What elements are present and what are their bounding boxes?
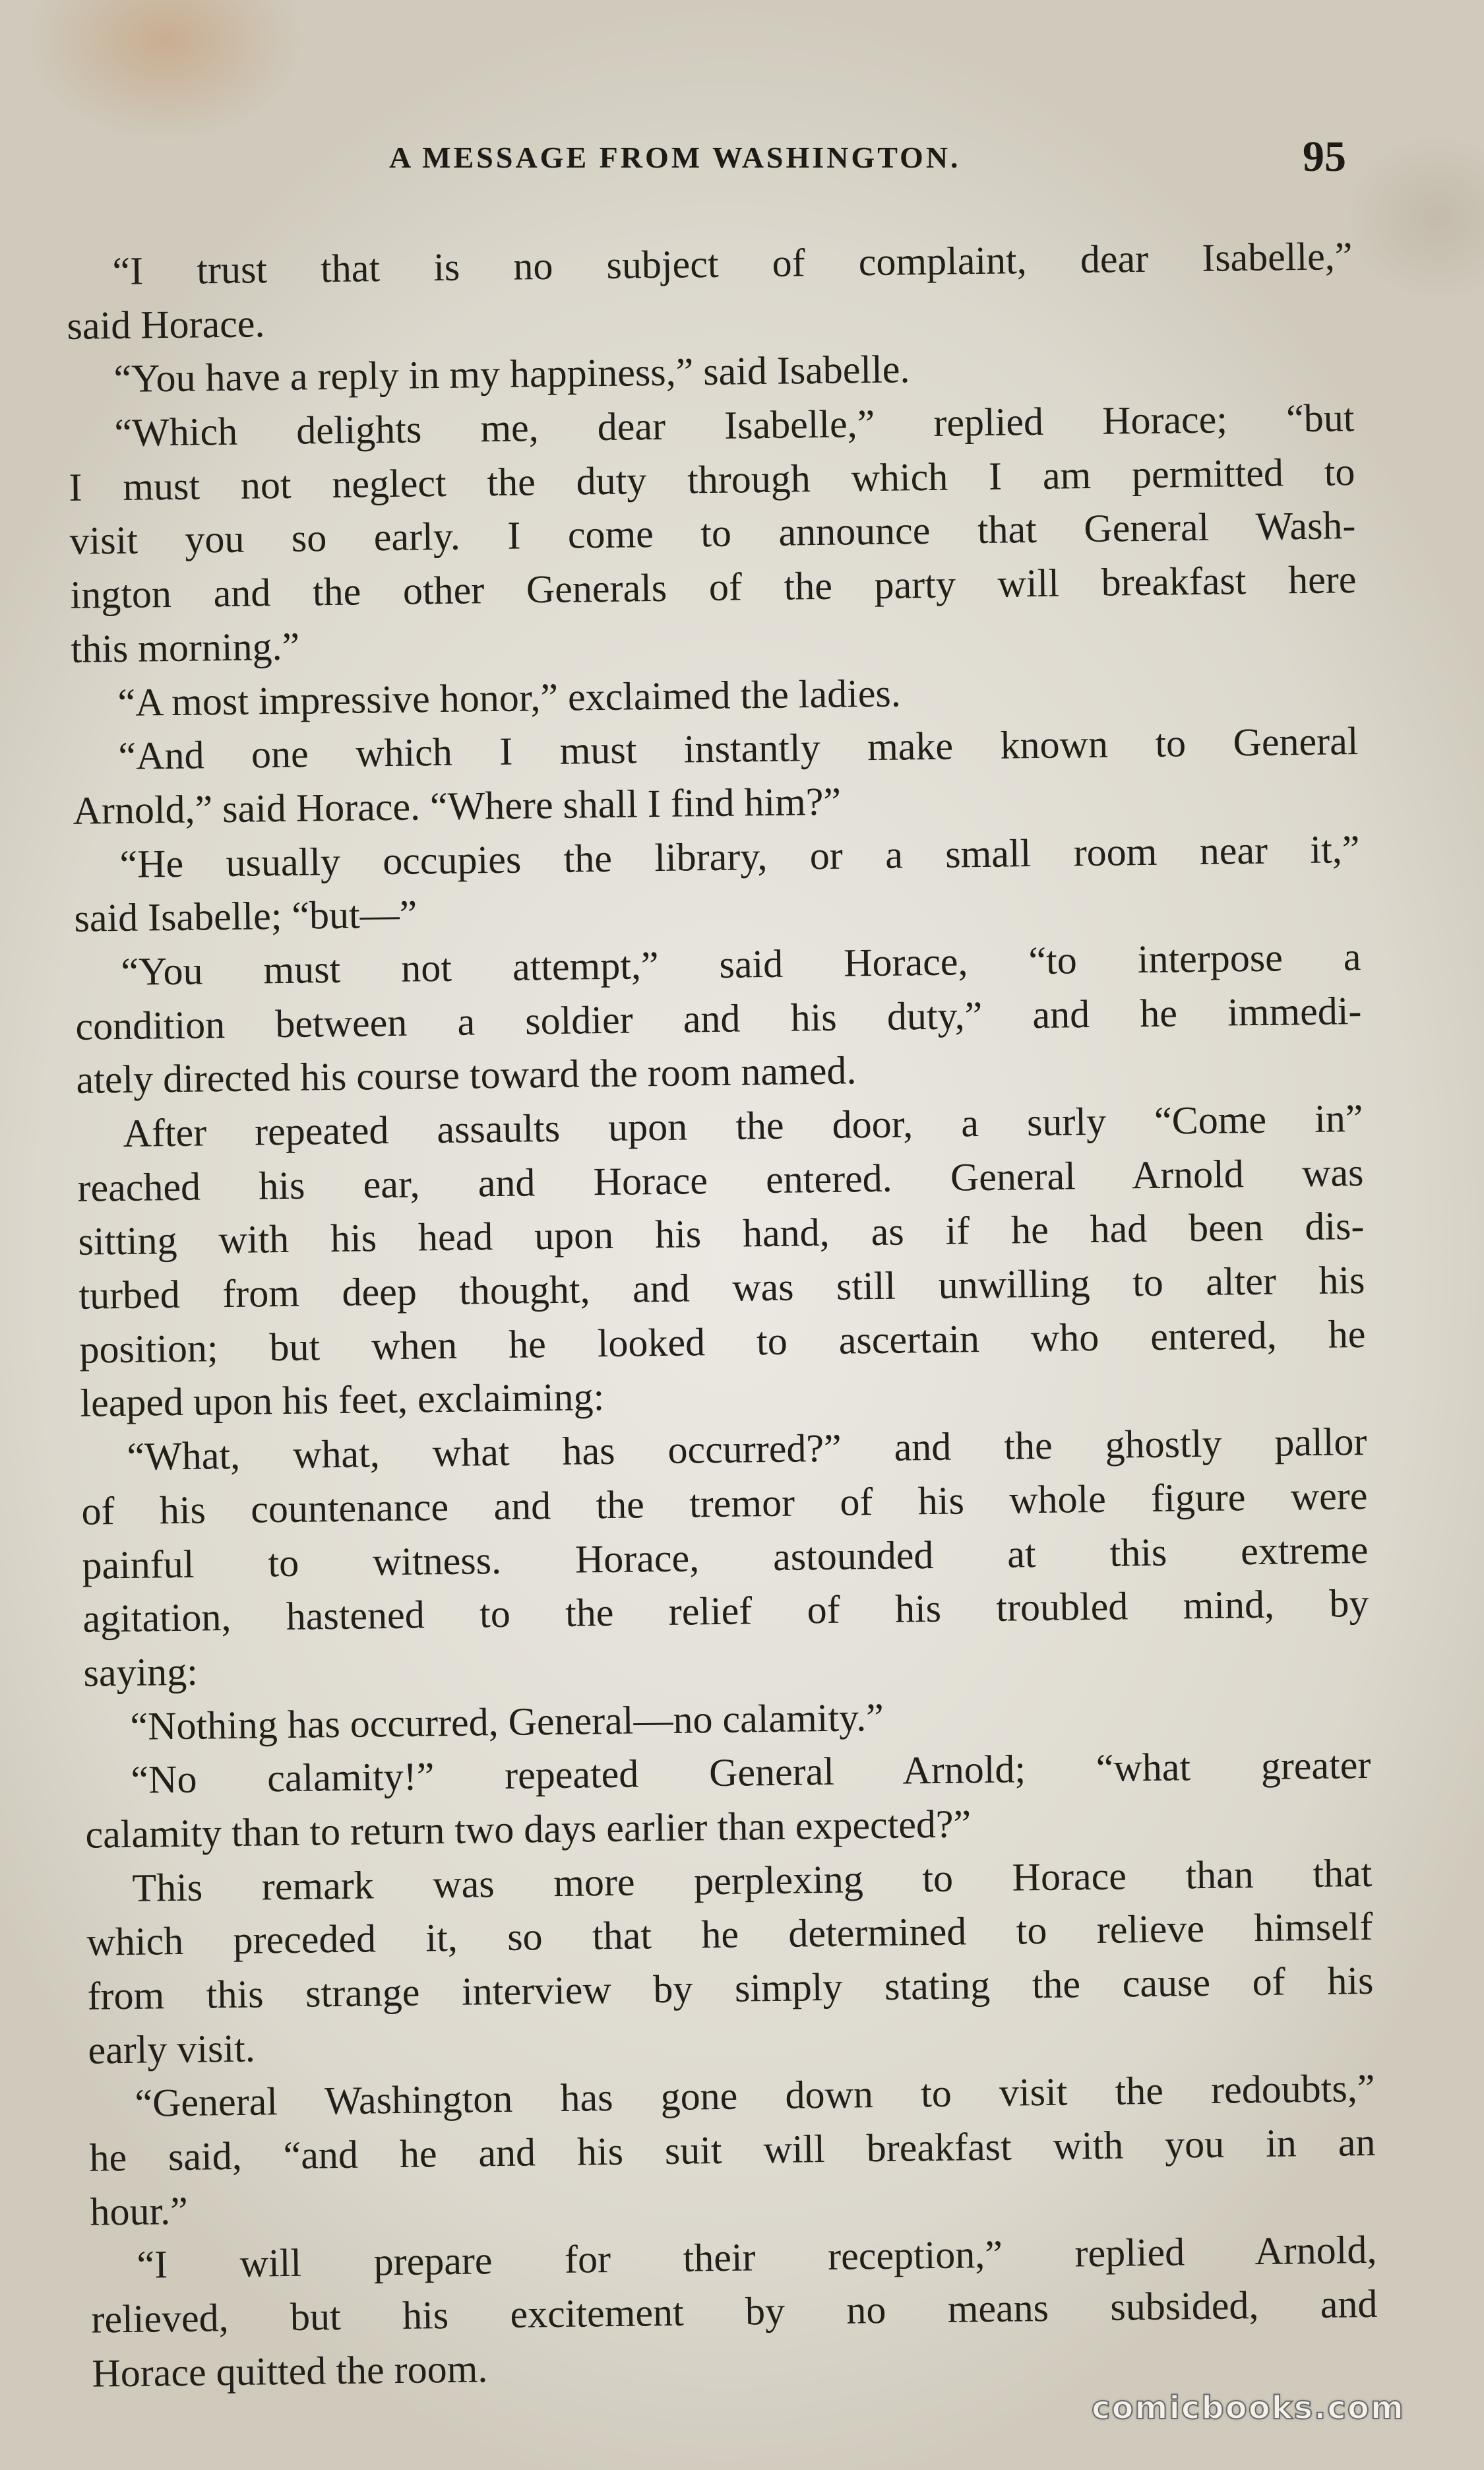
text-line: “I trust that is no subject of complaint, dear Isabelle,” (112, 234, 1353, 294)
text-line: “General Washington has gone down to visit the redoubts,” (135, 2066, 1375, 2126)
text-line: said Isabelle; “but—” (74, 892, 417, 941)
text-line: “You have a reply in my happiness,” said Isabelle. (113, 347, 910, 401)
text-line: “A most impressive honor,” exclaimed the ladies. (117, 671, 902, 724)
text-line: ington and the other Generals of the party will breakfast here (70, 557, 1357, 617)
text-line: relieved, but his excitement by no means subsided, and (91, 2281, 1378, 2341)
page-number: 95 (1303, 133, 1346, 181)
text-line: painful to witness. Horace, astounded at this extreme (82, 1527, 1369, 1587)
body-text (66, 230, 1378, 2401)
text-line: “You must not attempt,” said Horace, “to interpose a (121, 934, 1361, 994)
text-line: said Horace. (67, 301, 265, 348)
text-line: “And one which I must instantly make known to General (118, 719, 1359, 778)
text-line: leaped upon his feet, exclaiming: (80, 1375, 605, 1426)
running-title: A MESSAGE FROM WASHINGTON. (389, 141, 961, 174)
text-line: sitting with his head upon his hand, as if he had been dis- (78, 1204, 1365, 1264)
watermark: comicbooks.com (1092, 2390, 1405, 2426)
text-line: condition between a soldier and his duty,” and he immedi- (75, 988, 1362, 1048)
text-line: “He usually occupies the library, or a small room near it,” (119, 827, 1360, 886)
text-line: reached his ear, and Horace entered. General Arnold was (77, 1150, 1364, 1210)
text-line: “Nothing has occurred, General—no calamity.” (130, 1695, 884, 1748)
text-line: he said, “and he and his suit will breakfast with you in an (89, 2120, 1376, 2180)
text-line: this morning.” (71, 624, 300, 671)
text-line: Arnold,” said Horace. “Where shall I find him?” (73, 779, 842, 833)
text-line: After repeated assaults upon the door, a surly “Come in” (123, 1096, 1363, 1155)
text-line: from this strange interview by simply stating the cause of his (87, 1958, 1374, 2018)
text-line: hour.” (90, 2188, 189, 2234)
text-line: position; but when he looked to ascertain who entered, he (79, 1312, 1366, 1372)
text-line: I must not neglect the duty through which I am permitted to (69, 449, 1355, 509)
text-line: Horace quitted the room. (92, 2347, 488, 2395)
text-line: which preceded it, so that he determined to relieve himself (86, 1905, 1373, 1965)
text-line: visit you so early. I come to announce that General Wash- (69, 503, 1356, 563)
text-line: saying: (83, 1649, 199, 1695)
text-line: This remark was more perplexing to Horace than that (132, 1851, 1373, 1910)
text-line: of his countenance and the tremor of his whole figure were (81, 1473, 1368, 1533)
text-line: “Which delights me, dear Isabelle,” replied Horace; “but (114, 396, 1355, 455)
text-line: early visit. (88, 2026, 256, 2072)
text-line: calamity than to return two days earlier than expected?” (85, 1802, 972, 1856)
text-line: “No calamity!” repeated General Arnold; “what greater (131, 1743, 1371, 1802)
text-line: agitation, hastened to the relief of his troubled mind, by (82, 1581, 1369, 1641)
text-line: turbed from deep thought, and was still unwilling to alter his (78, 1258, 1365, 1317)
text-line: “I will prepare for their reception,” replied Arnold, (137, 2228, 1377, 2287)
text-line: “What, what, what has occurred?” and the ghostly pallor (127, 1420, 1367, 1479)
text-line: ately directed his course toward the room named. (76, 1048, 857, 1102)
